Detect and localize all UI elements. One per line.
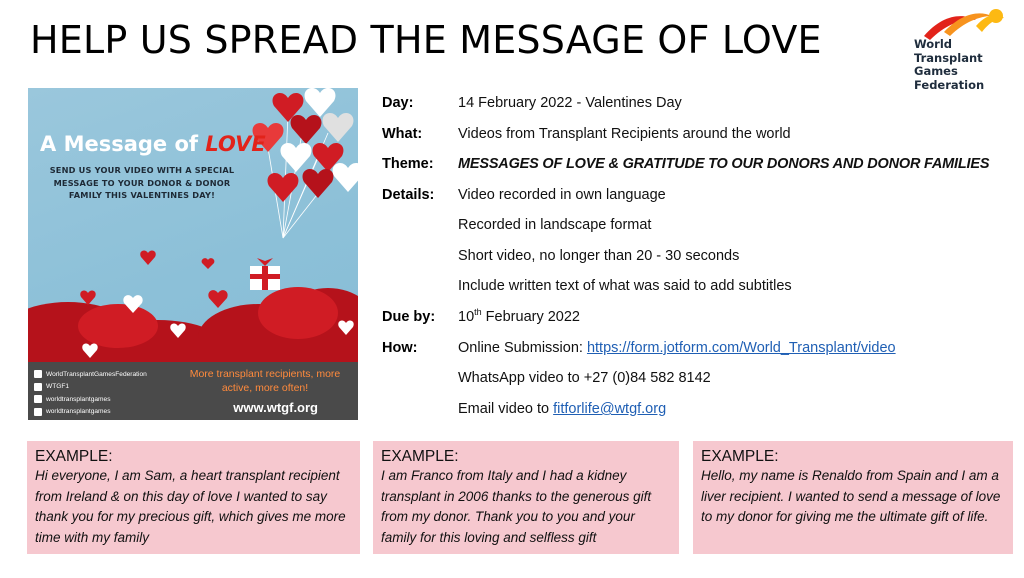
email-submission: Email video to fitforlife@wtgf.org bbox=[458, 401, 667, 417]
wtgf-logo bbox=[906, 6, 1006, 98]
social-facebook: WorldTransplantGamesFederation bbox=[34, 368, 147, 381]
details-item: Include written text of what was said to add subtitles bbox=[458, 278, 792, 294]
example-box-2 bbox=[373, 441, 679, 554]
poster-heading: A Message of LOVE bbox=[40, 132, 266, 156]
example-heading: EXAMPLE: bbox=[381, 448, 459, 465]
instagram-icon bbox=[34, 395, 42, 403]
example-text: Hello, my name is Renaldo from Spain and I am a liver recipient. I wanted to send a message of love to my donor for giving me the ultimate gift of life. bbox=[701, 468, 1001, 524]
tiktok-icon bbox=[34, 408, 42, 416]
example-text: Hi everyone, I am Sam, a heart transplant recipient from Ireland & on this day of love I wanted to say thank you for my precious gift, which gives me more time with my family bbox=[35, 468, 346, 545]
example-heading: EXAMPLE: bbox=[35, 448, 113, 465]
email-link[interactable]: fitforlife@wtgf.org bbox=[553, 401, 667, 417]
poster-url: www.wtgf.org bbox=[233, 400, 318, 415]
social-twitter: WTGF1 bbox=[34, 381, 147, 394]
day-value: 14 February 2022 - Valentines Day bbox=[458, 95, 682, 111]
due-label: Due by: bbox=[382, 309, 436, 325]
theme-label: Theme: bbox=[382, 156, 434, 172]
example-box-3 bbox=[693, 441, 1013, 554]
due-value: 10th February 2022 bbox=[458, 307, 580, 325]
social-list bbox=[34, 368, 147, 418]
day-label: Day: bbox=[382, 95, 414, 111]
what-label: What: bbox=[382, 126, 423, 142]
poster-tagline: More transplant recipients, more active, more often! bbox=[189, 368, 341, 394]
logo-wordmark: World Transplant Games Federation bbox=[914, 37, 985, 92]
poster-heading-accent: LOVE bbox=[205, 132, 266, 156]
social-instagram: worldtransplantgames bbox=[34, 393, 147, 406]
example-text: I am Franco from Italy and I had a kidney transplant in 2006 thanks to the generous gift from my donor. Thank you to you and your family for this loving and selfless gift bbox=[381, 468, 652, 545]
poster-subtext: SEND US YOUR VIDEO WITH A SPECIAL MESSAGE TO YOUR DONOR & DONOR FAMILY THIS VALENTINES DAY! bbox=[49, 165, 235, 200]
details-item: Short video, no longer than 20 - 30 seconds bbox=[458, 248, 740, 264]
social-tiktok: worldtransplantgames bbox=[34, 406, 147, 419]
promo-poster bbox=[28, 88, 358, 420]
theme-value: MESSAGES OF LOVE & GRATITUDE TO OUR DONORS AND DONOR FAMILIES bbox=[458, 156, 990, 172]
online-submission: Online Submission: https://form.jotform.com/World_Transplant/video bbox=[458, 340, 896, 356]
example-heading: EXAMPLE: bbox=[701, 448, 779, 465]
whatsapp-submission: WhatsApp video to +27 (0)84 582 8142 bbox=[458, 370, 711, 386]
page-title: HELP US SPREAD THE MESSAGE OF LOVE bbox=[30, 18, 822, 62]
poster-footer bbox=[28, 362, 358, 420]
twitter-icon bbox=[34, 383, 42, 391]
example-box-1 bbox=[27, 441, 360, 554]
facebook-icon bbox=[34, 370, 42, 378]
how-label: How: bbox=[382, 340, 418, 356]
what-value: Videos from Transplant Recipients around the world bbox=[458, 126, 791, 142]
details-item: Recorded in landscape format bbox=[458, 217, 652, 233]
details-item: Video recorded in own language bbox=[458, 187, 666, 203]
details-label: Details: bbox=[382, 187, 435, 203]
jotform-link[interactable]: https://form.jotform.com/World_Transplant/video bbox=[586, 340, 896, 356]
